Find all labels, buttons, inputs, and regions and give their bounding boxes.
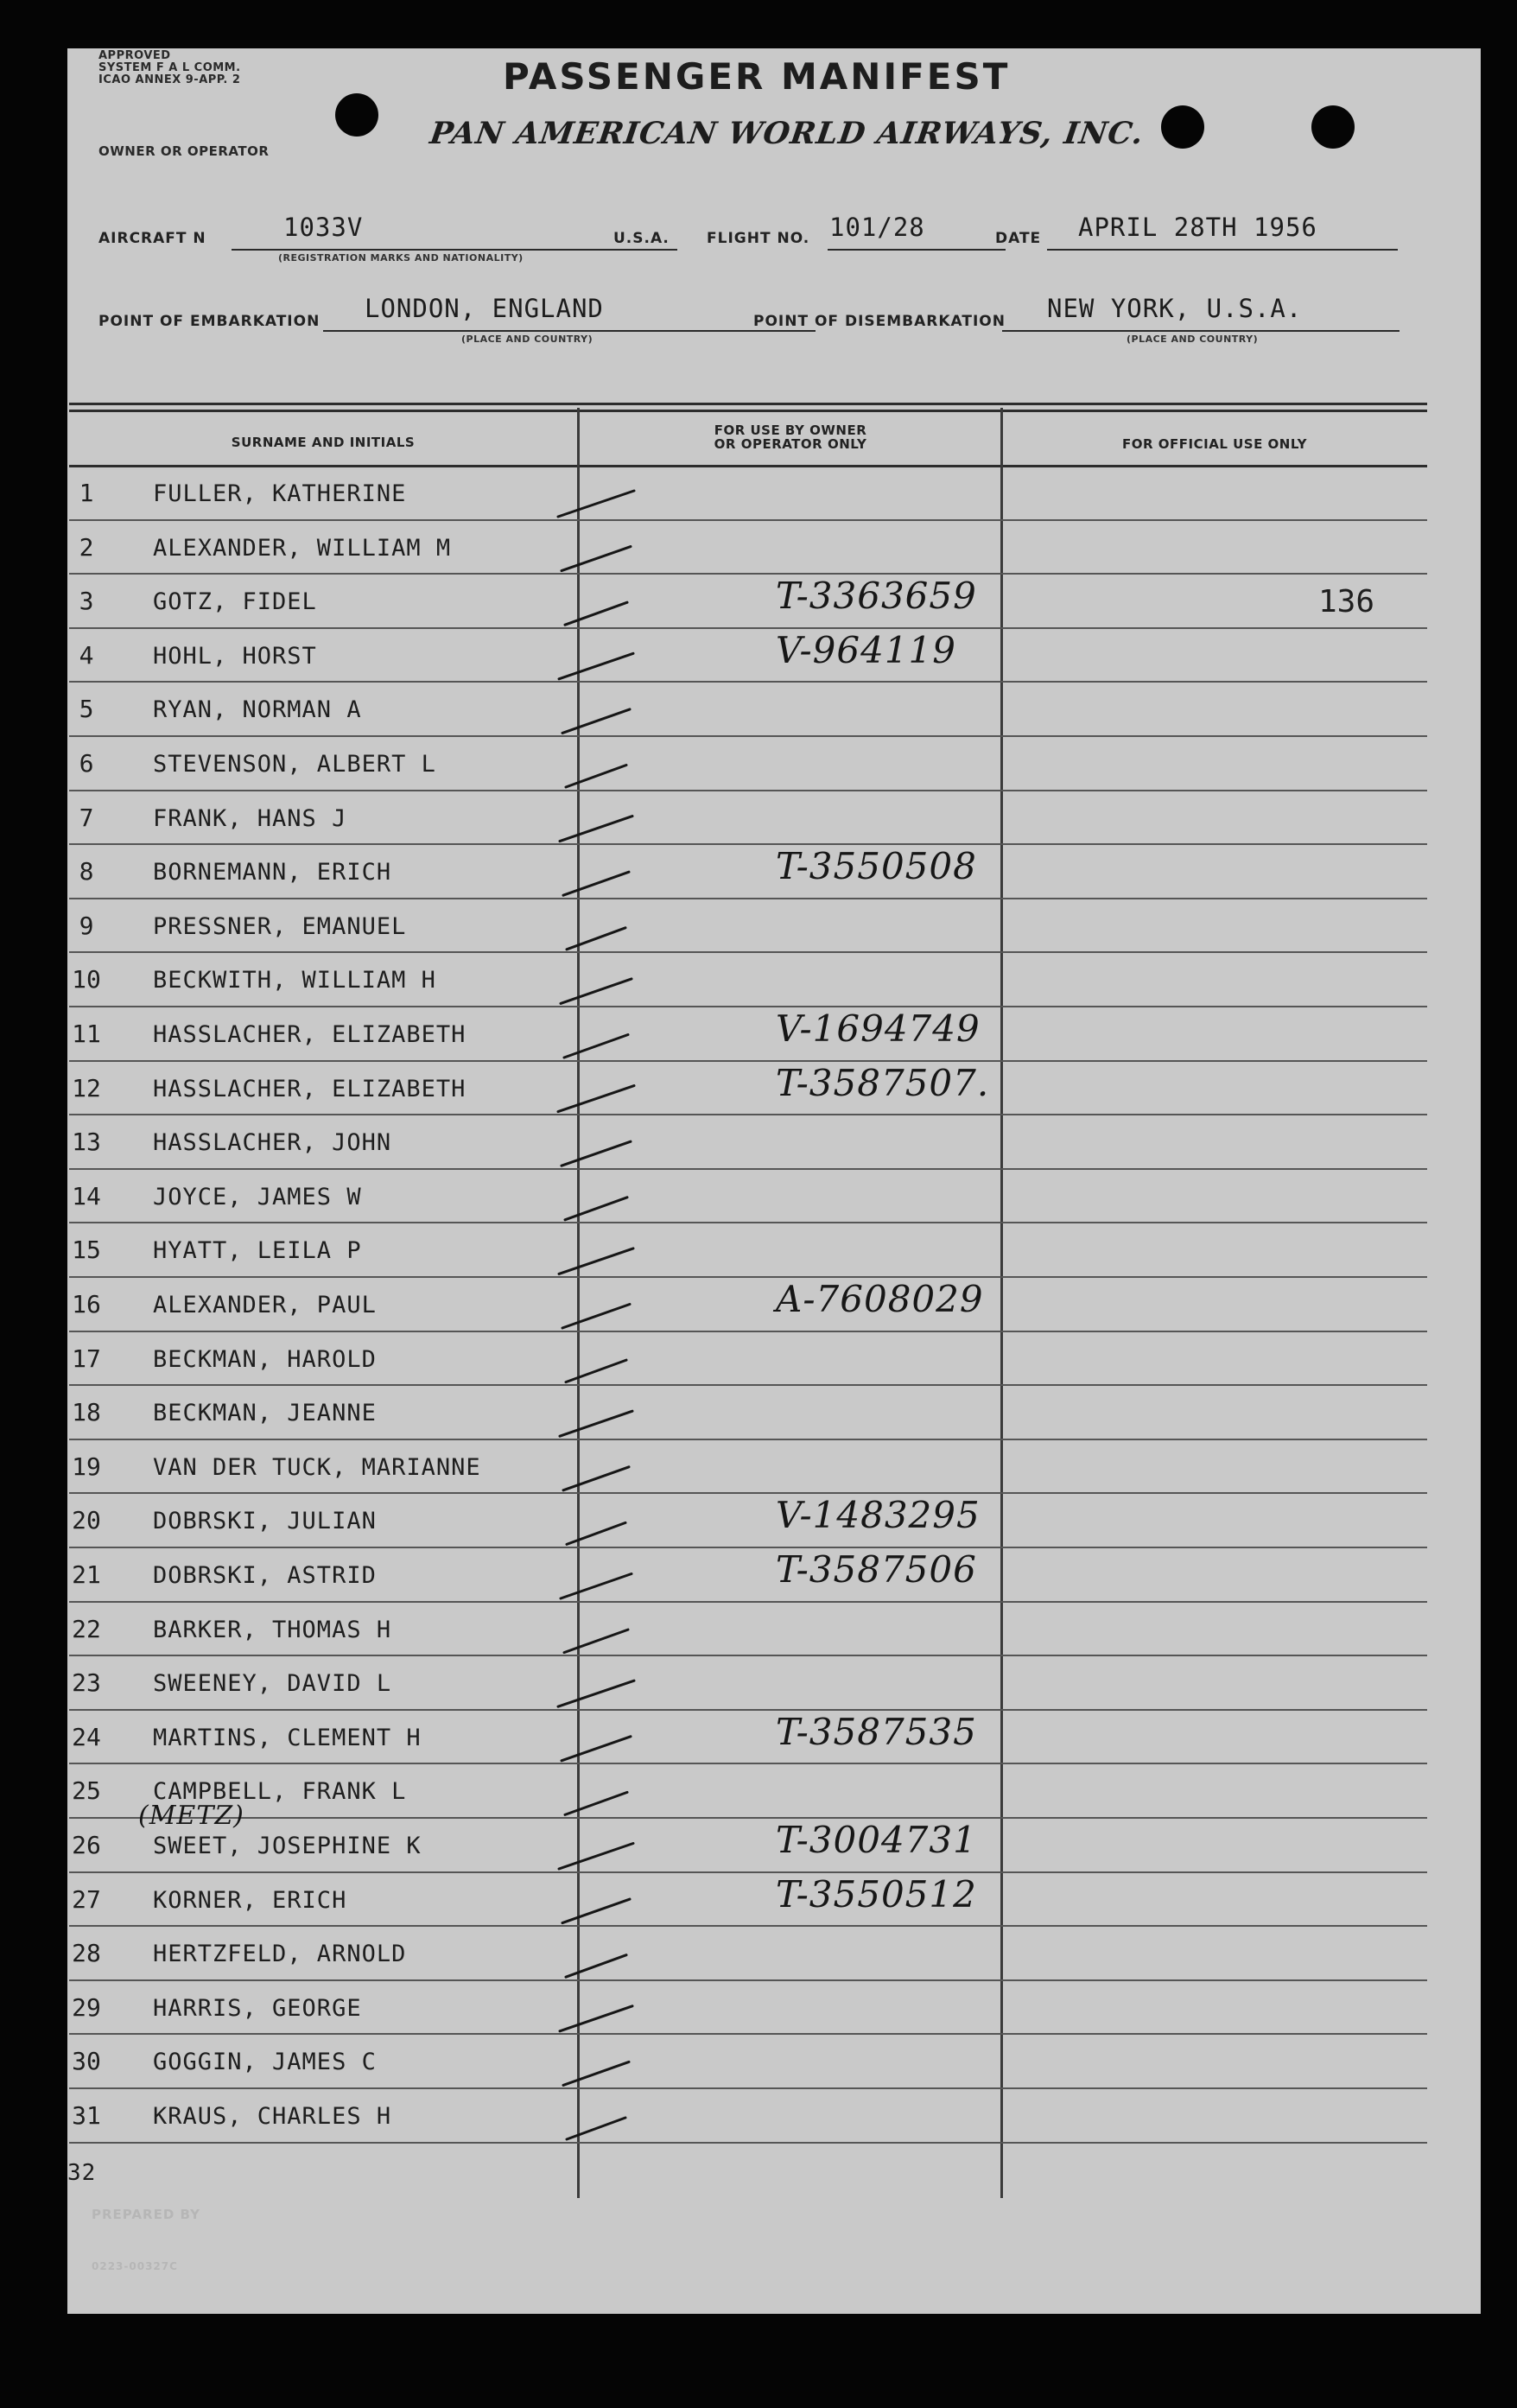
check-mark — [562, 1305, 630, 1329]
row-number: 27 — [72, 1884, 101, 1914]
passenger-name: BARKER, THOMAS H — [153, 1616, 392, 1643]
passenger-name: VAN DER TUCK, MARIANNE — [153, 1453, 481, 1481]
passenger-name: ALEXANDER, WILLIAM M — [153, 534, 452, 562]
next-row-number: 32 — [67, 2160, 97, 2186]
owner-note: V-1694749 — [776, 1007, 981, 1050]
column-header-owner-2: OR OPERATOR ONLY — [714, 436, 867, 452]
check-mark — [567, 928, 625, 950]
passenger-name: GOTZ, FIDEL — [153, 588, 317, 616]
check-mark — [563, 1467, 629, 1490]
passenger-name: STEVENSON, ALBERT L — [153, 751, 436, 778]
row-number: 6 — [79, 749, 94, 778]
owner-note: T-3550512 — [776, 1872, 977, 1916]
check-mark — [565, 1792, 627, 1814]
approval-line-3: ICAO ANNEX 9-APP. 2 — [98, 73, 241, 86]
row-number: 20 — [72, 1506, 101, 1535]
check-mark — [558, 1086, 634, 1112]
passenger-name: BECKMAN, JEANNE — [153, 1400, 377, 1427]
official-value-row-3: 136 — [1318, 584, 1375, 619]
passenger-name: HERTZFELD, ARNOLD — [153, 1941, 407, 1968]
passenger-name: GOGGIN, JAMES C — [153, 2049, 377, 2076]
check-mark — [565, 602, 627, 625]
aircraft-label: AIRCRAFT N — [98, 230, 206, 247]
passenger-name: HASSLACHER, ELIZABETH — [153, 1075, 467, 1102]
owner-label: OWNER OR OPERATOR — [98, 143, 270, 159]
row-number: 1 — [79, 479, 94, 507]
row-number: 28 — [72, 1939, 101, 1968]
date-label: DATE — [995, 230, 1042, 247]
row-number: 25 — [72, 1776, 101, 1806]
date-value: APRIL 28TH 1956 — [1078, 213, 1317, 242]
disembarkation-label: POINT OF DISEMBARKATION — [753, 313, 1006, 330]
row-number: 16 — [72, 1290, 101, 1318]
passenger-name: DOBRSKI, ASTRID — [153, 1562, 377, 1589]
owner-note: T-3587507. — [776, 1061, 990, 1104]
check-mark — [564, 1630, 628, 1653]
passenger-name: KORNER, ERICH — [153, 1886, 347, 1914]
usa-label: U.S.A. — [613, 230, 670, 247]
row-number: 17 — [72, 1344, 101, 1373]
passenger-name: BECKMAN, HAROLD — [153, 1345, 377, 1373]
flight-value: 101/28 — [829, 213, 925, 242]
check-mark — [567, 1522, 625, 1544]
passenger-name: BECKWITH, WILLIAM H — [153, 967, 436, 994]
row-number: 19 — [72, 1452, 101, 1481]
check-mark — [562, 1141, 631, 1166]
check-mark — [564, 1035, 628, 1058]
page-title: PASSENGER MANIFEST — [503, 55, 1011, 98]
check-marks — [67, 48, 1481, 2314]
check-mark — [562, 1899, 630, 1923]
registration-note: (REGISTRATION MARKS AND NATIONALITY) — [278, 252, 524, 264]
row-number: 9 — [79, 911, 94, 940]
row-number: 12 — [72, 1073, 101, 1102]
column-header-owner-1: FOR USE BY OWNER — [714, 423, 867, 438]
form-code: 0223-00327C — [92, 2260, 178, 2272]
check-mark — [566, 1955, 626, 1978]
passenger-name: PRESSNER, EMANUEL — [153, 912, 407, 940]
passenger-name: HYATT, LEILA P — [153, 1237, 362, 1265]
passenger-name: FULLER, KATHERINE — [153, 480, 407, 507]
row-number: 4 — [79, 640, 94, 670]
row-number: 23 — [72, 1668, 101, 1698]
row-number: 22 — [72, 1614, 101, 1643]
check-mark — [567, 2118, 625, 2139]
check-mark — [561, 979, 632, 1004]
passenger-name: DOBRSKI, JULIAN — [153, 1508, 377, 1535]
owner-note: T-3587535 — [776, 1710, 977, 1753]
row-number: 26 — [72, 1831, 101, 1859]
column-header-surname: SURNAME AND INITIALS — [231, 435, 416, 450]
check-mark — [560, 2006, 632, 2031]
row-number: 8 — [79, 857, 94, 886]
passenger-name: RYAN, NORMAN A — [153, 696, 362, 724]
check-mark — [559, 1248, 633, 1274]
airline-name: PAN AMERICAN WORLD AIRWAYS, INC. — [428, 116, 1146, 151]
passenger-name: HARRIS, GEORGE — [153, 1994, 362, 2022]
check-mark — [566, 1360, 626, 1382]
owner-note: T-3363659 — [776, 575, 977, 618]
check-mark — [558, 1681, 634, 1706]
check-mark — [561, 1574, 632, 1599]
manifest-sheet — [67, 48, 1481, 2314]
passenger-name: SWEET, JOSEPHINE K — [153, 1833, 422, 1859]
passenger-name: HOHL, HORST — [153, 642, 317, 670]
owner-note: A-7608029 — [776, 1278, 984, 1320]
prepared-by-label: PREPARED BY — [92, 2207, 200, 2222]
row-number: 13 — [72, 1128, 101, 1157]
disembarkation-place-note: (PLACE AND COUNTRY) — [1127, 334, 1259, 345]
owner-note: T-3587506 — [776, 1548, 977, 1591]
row-number: 30 — [72, 2047, 101, 2076]
row-number: 10 — [72, 965, 101, 994]
row-number: 31 — [72, 2101, 101, 2130]
passenger-name: SWEENEY, DAVID L — [153, 1670, 392, 1698]
row-number: 24 — [72, 1722, 101, 1751]
check-mark — [559, 653, 633, 679]
owner-note: T-3004731 — [776, 1819, 977, 1861]
passenger-name: HASSLACHER, JOHN — [153, 1129, 392, 1157]
check-mark — [562, 547, 631, 571]
embarkation-place-note: (PLACE AND COUNTRY) — [461, 334, 593, 345]
row-number: 18 — [72, 1398, 101, 1427]
row-number: 5 — [79, 695, 94, 724]
passenger-name: CAMPBELL, FRANK L — [153, 1778, 407, 1806]
embarkation-label: POINT OF EMBARKATION — [98, 313, 321, 330]
check-mark — [560, 1411, 632, 1436]
row-number: 14 — [72, 1181, 101, 1210]
passenger-name: BORNEMANN, ERICH — [153, 859, 392, 886]
check-mark — [563, 872, 629, 895]
aircraft-value: 1033V — [283, 213, 364, 242]
check-mark — [559, 1844, 633, 1870]
check-mark — [566, 766, 626, 788]
passenger-name: JOYCE, JAMES W — [153, 1183, 362, 1210]
passenger-name: ALEXANDER, PAUL — [153, 1292, 377, 1318]
check-mark — [558, 491, 634, 517]
flight-label: FLIGHT NO. — [707, 230, 810, 247]
disembarkation-value: NEW YORK, U.S.A. — [1047, 294, 1303, 323]
row-number: 21 — [72, 1560, 101, 1589]
embarkation-value: LONDON, ENGLAND — [365, 294, 604, 323]
owner-note: V-1483295 — [776, 1494, 981, 1537]
row-number: 15 — [72, 1236, 101, 1265]
row-number: 2 — [79, 532, 94, 562]
metz-annotation: (METZ) — [138, 1801, 244, 1831]
column-header-official: FOR OFFICIAL USE ONLY — [1122, 436, 1307, 452]
passenger-name: HASSLACHER, ELIZABETH — [153, 1021, 467, 1048]
approval-line-2: SYSTEM F A L COMM. — [98, 61, 241, 74]
check-mark — [565, 1198, 627, 1220]
row-number: 7 — [79, 803, 94, 832]
check-mark — [562, 1737, 631, 1761]
check-mark — [562, 709, 630, 734]
owner-note: T-3550508 — [776, 845, 977, 888]
check-mark — [563, 2062, 629, 2085]
check-mark — [560, 816, 632, 842]
row-number: 29 — [72, 1992, 101, 2022]
passenger-name: MARTINS, CLEMENT H — [153, 1724, 422, 1751]
owner-note: V-964119 — [776, 628, 956, 671]
passenger-name: KRAUS, CHARLES H — [153, 2103, 392, 2130]
approval-line-1: APPROVED — [98, 49, 171, 62]
row-number: 11 — [72, 1020, 101, 1048]
row-number: 3 — [79, 587, 94, 616]
passenger-name: FRANK, HANS J — [153, 804, 347, 832]
